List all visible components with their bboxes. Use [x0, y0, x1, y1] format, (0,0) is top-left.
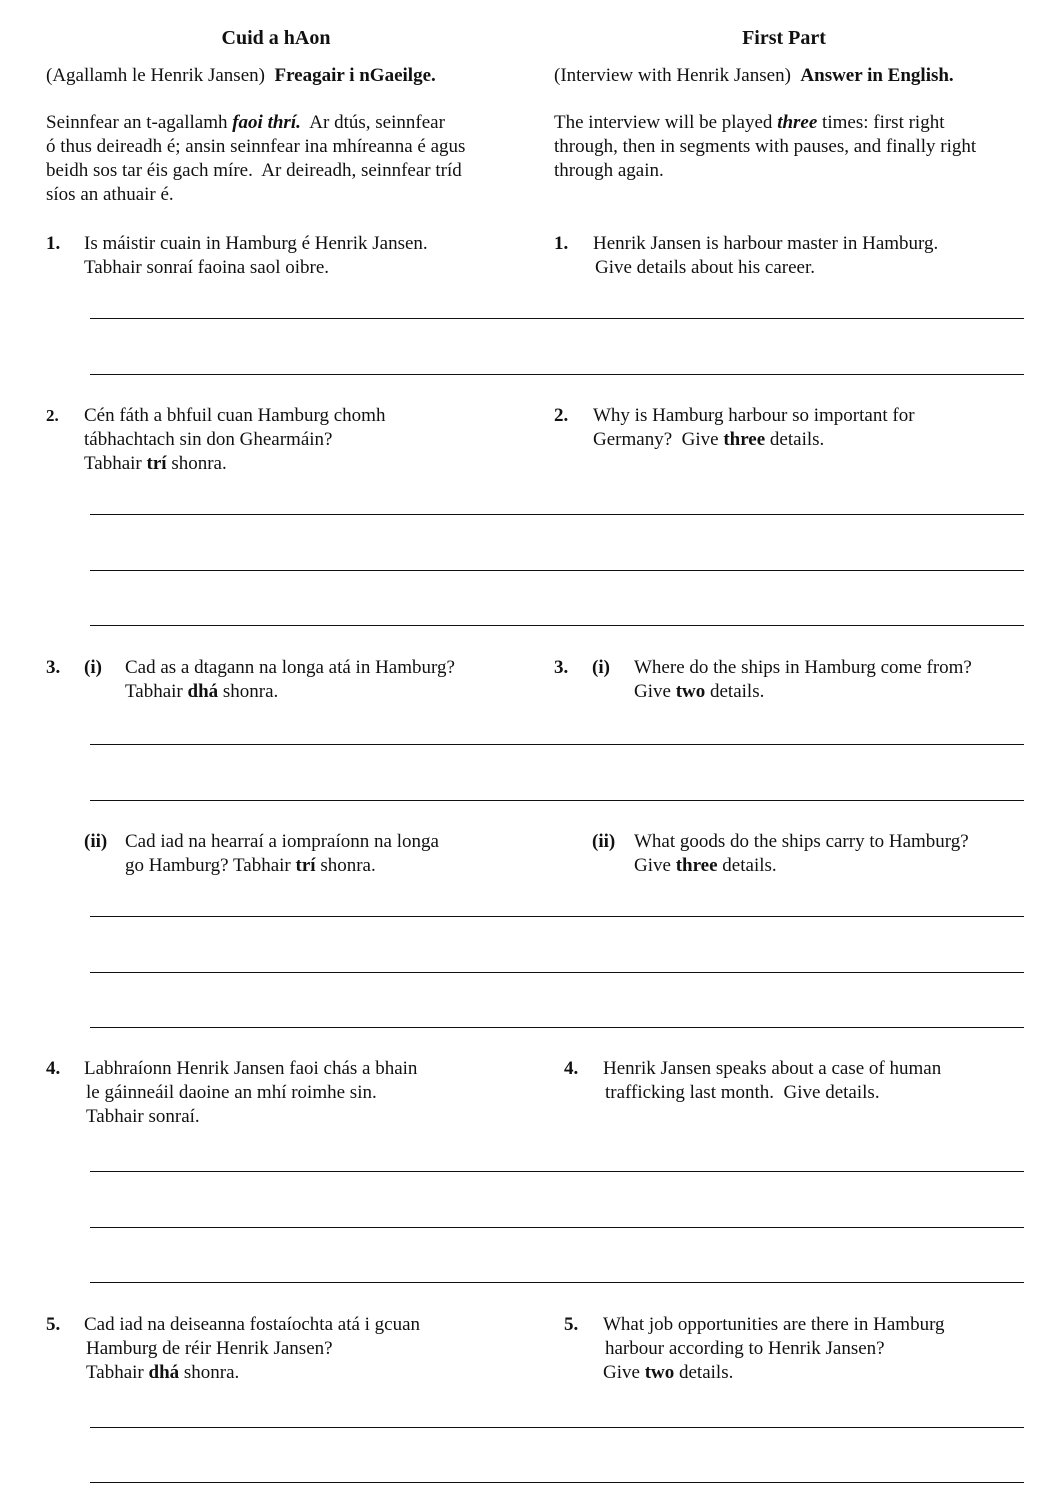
instr-irish-emph: faoi thrí. — [232, 112, 301, 133]
q2-english-text: Germany? Give — [593, 429, 724, 450]
intro-irish-paren: (Agallamh le Henrik Jansen) — [46, 65, 265, 86]
q3-ii-english-count: three — [675, 855, 718, 876]
heading-english: First Part — [742, 27, 826, 49]
q3-i-irish-count: dhá — [187, 681, 219, 702]
q5-english-text: Give — [603, 1362, 645, 1383]
instr-irish-text-2: Ar dtús, seinnfear — [300, 112, 445, 133]
q4-irish — [84, 1057, 417, 1129]
q3-i-irish-text: Tabhair — [125, 681, 188, 702]
q2-english-text-2: details. — [765, 429, 825, 450]
answer-line[interactable] — [90, 318, 1024, 319]
q5-english-line-2: harbour according to Henrik Jansen? — [605, 1338, 885, 1359]
q3-i-label-irish: (i) — [84, 657, 102, 678]
instr-irish-text: Seinnfear an t-agallamh — [46, 112, 233, 133]
q2-irish-text-2: shonra. — [166, 453, 227, 474]
q3-i-irish-line-2 — [125, 680, 455, 704]
q5-english — [603, 1313, 945, 1385]
answer-line[interactable] — [90, 800, 1024, 801]
q4-number-irish: 4. — [46, 1058, 61, 1079]
q2-irish-line-2: tábhachtach sin don Ghearmáin? — [84, 429, 333, 450]
answer-line[interactable] — [90, 1282, 1024, 1283]
q3-i-english-line-2 — [634, 680, 972, 704]
answer-line[interactable] — [90, 514, 1024, 515]
answer-line[interactable] — [90, 1027, 1024, 1028]
instr-english-text: The interview will be played — [554, 112, 778, 133]
instr-english-emph: three — [777, 112, 818, 133]
q2-irish-line-3 — [84, 452, 385, 476]
q4-irish-line-3: Tabhair sonraí. — [86, 1106, 200, 1127]
q3-ii-irish-text-2: shonra. — [315, 855, 376, 876]
instructions-irish-line-2: ó thus deireadh é; ansin seinnfear ina mhíreanna é agus — [46, 136, 466, 157]
q3-i-english-line-1: Where do the ships in Hamburg come from? — [634, 657, 972, 678]
q3-i-english — [634, 656, 972, 704]
q2-irish-count: trí — [146, 453, 167, 474]
q1-irish-line-1: Is máistir cuain in Hamburg é Henrik Jansen. — [84, 233, 428, 254]
answer-line[interactable] — [90, 1482, 1024, 1483]
instructions-irish-line-3: beidh sos tar éis gach míre. Ar deireadh, seinnfear tríd — [46, 160, 462, 181]
q2-english — [593, 404, 915, 452]
q5-english-line-1: What job opportunities are there in Hamburg — [603, 1314, 945, 1335]
q5-irish-line-2: Hamburg de réir Henrik Jansen? — [86, 1338, 333, 1359]
q5-irish-line-1: Cad iad na deiseanna fostaíochta atá i gcuan — [84, 1314, 421, 1335]
q5-english-line-3 — [603, 1361, 945, 1385]
q3-ii-english-line-1: What goods do the ships carry to Hamburg? — [634, 831, 969, 852]
answer-line[interactable] — [90, 916, 1024, 917]
q3-ii-irish-line-1: Cad iad na hearraí a iompraíonn na longa — [125, 831, 439, 852]
answer-line[interactable] — [90, 972, 1024, 973]
q5-number-irish: 5. — [46, 1314, 61, 1335]
q1-number-english: 1. — [554, 233, 569, 254]
q4-english-line-2: trafficking last month. Give details. — [605, 1082, 880, 1103]
q1-english-line-2: Give details about his career. — [595, 257, 816, 278]
instructions-irish-line-4: síos an athuair é. — [46, 184, 174, 205]
q5-english-text-2: details. — [674, 1362, 734, 1383]
q1-number-irish: 1. — [46, 233, 61, 254]
intro-english-paren: (Interview with Henrik Jansen) — [554, 65, 791, 86]
answer-line[interactable] — [90, 1171, 1024, 1172]
q4-english-line-1: Henrik Jansen speaks about a case of human — [603, 1058, 942, 1079]
q3-i-english-count: two — [675, 681, 706, 702]
q3-ii-english-text-2: details. — [717, 855, 777, 876]
answer-line[interactable] — [90, 1227, 1024, 1228]
q3-i-english-text-2: details. — [705, 681, 765, 702]
heading-irish: Cuid a hAon — [221, 27, 331, 49]
q2-number-english: 2. — [554, 405, 569, 426]
q3-i-english-text: Give — [634, 681, 676, 702]
q5-irish-text-2: shonra. — [179, 1362, 240, 1383]
intro-english — [554, 64, 954, 88]
q1-irish — [84, 232, 428, 280]
q1-english-line-1: Henrik Jansen is harbour master in Hamburg. — [593, 233, 939, 254]
q2-english-line-1: Why is Hamburg harbour so important for — [593, 405, 915, 426]
instructions-irish — [46, 111, 526, 207]
q2-english-line-2 — [593, 428, 915, 452]
answer-line[interactable] — [90, 744, 1024, 745]
answer-line[interactable] — [90, 570, 1024, 571]
q3-i-irish — [125, 656, 455, 704]
q5-english-count: two — [644, 1362, 675, 1383]
q4-irish-line-1: Labhraíonn Henrik Jansen faoi chás a bhain — [84, 1058, 418, 1079]
q3-i-label-english: (i) — [592, 657, 610, 678]
q2-irish-line-1: Cén fáth a bhfuil cuan Hamburg chomh — [84, 405, 386, 426]
q3-ii-english — [634, 830, 969, 878]
q3-ii-label-english: (ii) — [592, 831, 616, 852]
q2-number-irish: 2. — [46, 406, 59, 425]
q3-ii-irish — [125, 830, 439, 878]
instructions-english-line-3: through again. — [554, 160, 664, 181]
instructions-english-line-2: through, then in segments with pauses, and finally right — [554, 136, 977, 157]
q4-irish-line-2: le gáinneáil daoine an mhí roimhe sin. — [86, 1082, 377, 1103]
intro-irish-bold: Freagair i nGaeilge. — [274, 65, 436, 86]
instructions-english-line-1 — [554, 111, 1034, 135]
q3-ii-irish-text: go Hamburg? Tabhair — [125, 855, 296, 876]
intro-irish — [46, 64, 436, 88]
q5-irish — [84, 1313, 420, 1385]
q1-english — [593, 232, 938, 280]
q5-irish-line-3 — [84, 1361, 420, 1385]
answer-line[interactable] — [90, 374, 1024, 375]
answer-line[interactable] — [90, 625, 1024, 626]
q3-number-english: 3. — [554, 657, 569, 678]
q2-irish-text: Tabhair — [84, 453, 147, 474]
q4-number-english: 4. — [564, 1058, 579, 1079]
q5-irish-count: dhá — [148, 1362, 180, 1383]
q3-number-irish: 3. — [46, 657, 61, 678]
q4-english — [603, 1057, 941, 1105]
q3-i-irish-text-2: shonra. — [218, 681, 279, 702]
q2-irish — [84, 404, 385, 476]
q3-ii-irish-count: trí — [295, 855, 316, 876]
instructions-irish-line-1 — [46, 111, 526, 135]
q3-i-irish-line-1: Cad as a dtagann na longa atá in Hamburg? — [125, 657, 455, 678]
q3-ii-english-line-2 — [634, 854, 969, 878]
q5-irish-text: Tabhair — [86, 1362, 149, 1383]
q2-english-count: three — [723, 429, 766, 450]
q3-ii-english-text: Give — [634, 855, 676, 876]
intro-english-bold: Answer in English. — [800, 65, 954, 86]
q3-ii-irish-line-2 — [125, 854, 439, 878]
instructions-english — [554, 111, 1034, 183]
answer-line[interactable] — [90, 1427, 1024, 1428]
q3-ii-label-irish: (ii) — [84, 831, 108, 852]
instr-english-text-2: times: first right — [817, 112, 945, 133]
q1-irish-line-2: Tabhair sonraí faoina saol oibre. — [84, 257, 330, 278]
q5-number-english: 5. — [564, 1314, 579, 1335]
